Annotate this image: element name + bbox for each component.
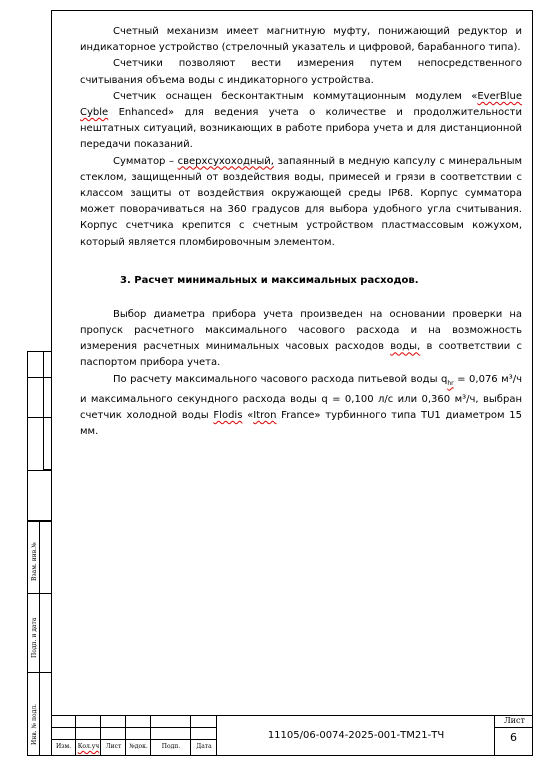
- paragraph: [80, 154, 522, 251]
- title-block-line: [495, 727, 533, 728]
- document-body: [80, 24, 522, 440]
- text: Enhanced» для ведения учета о количестве и продолжительности нештатных ситуаций, возникающих в работе прибора учета и для дистанционной передачи показаний.: [80, 107, 522, 151]
- text: По расчету максимального часового расхода питьевой воды q: [113, 373, 448, 385]
- sheet-number: 6: [510, 731, 517, 744]
- sheet-label: Лист: [504, 716, 525, 725]
- paragraph: Счетный механизм имеет магнитную муфту, понижающий редуктор и индикаторное устройство (стрелочный указатель и цифровой, барабанного типа).: [80, 26, 522, 54]
- spellcheck-word: EverBlue Cyble: [80, 90, 522, 119]
- podp-data-label: Подп. и дата: [31, 617, 38, 658]
- text: запаянный в медную капсулу с минеральным стеклом, защищенный от воздействия воды, примесей и грязи в соответствии с классом защиты от воздействия окружающей среды IP68. Корпус сумматора может поворачиваться на 360 градусов для выбора удобного угла считывания. Корпус счетчика крепится с счетным устройством пластмассовым кожухом, который является пломбировочным элементом.: [80, 155, 523, 248]
- header-izm: Изм.: [55, 743, 72, 750]
- text: Сумматор –: [113, 155, 178, 167]
- text: Счетчик оснащен бесконтактным коммутационным модулем «: [113, 90, 478, 102]
- document-number: 11105/06-0074-2025-001-ТМ21-ТЧ: [267, 730, 445, 741]
- paragraph: [80, 89, 522, 154]
- header-kol-uch: Кол.уч: [77, 743, 100, 750]
- title-block: [51, 715, 533, 756]
- spellcheck-word: сверхсухоходный,: [177, 155, 274, 167]
- text: в соответствии с паспортом прибора учета.: [80, 341, 523, 369]
- paragraph: [80, 372, 522, 441]
- binding-stub-divider: [27, 470, 52, 471]
- text: France» турбинного типа ТU1 диаметром 15 мм.: [80, 410, 523, 438]
- spellcheck-word: воды,: [390, 341, 421, 353]
- section-heading: 3. Расчет минимальных и максимальных расходов.: [120, 274, 419, 286]
- binding-column-divider: [39, 521, 40, 756]
- subscript: hr: [447, 379, 454, 387]
- text: «: [242, 410, 254, 422]
- header-ndok: №док.: [129, 743, 148, 750]
- vzam-inv-label: Взам. инв.№: [31, 542, 38, 581]
- text: Выбор диаметра прибора учета произведен на основании проверки на пропуск расчетного максимального часового расхода и на возможность измерения расчетных минимальных часовых расходов: [80, 308, 522, 353]
- paragraph: [80, 307, 522, 372]
- binding-column-divider: [27, 672, 52, 673]
- paragraph: Счетчики позволяют вести измерения путем непосредственного считывания объема воды с индикаторного устройства.: [80, 58, 522, 86]
- binding-stub-divider: [27, 377, 52, 378]
- spellcheck-word: Flodis: [213, 410, 243, 422]
- header-podp: Подп.: [161, 743, 181, 750]
- spellcheck-word: Itron: [253, 410, 277, 422]
- header-data: Дата: [196, 743, 212, 750]
- inv-podl-label: Инв. № подл.: [31, 703, 38, 745]
- binding-column-divider: [27, 593, 52, 594]
- binding-stub-divider: [27, 417, 52, 418]
- text: = 0,076 м³/ч и максимального секундного расхода воды q = 0,100 л/с или 0,360 м³/ч, выбран счетчик холодной воды: [80, 373, 523, 422]
- header-list: Лист: [105, 743, 122, 750]
